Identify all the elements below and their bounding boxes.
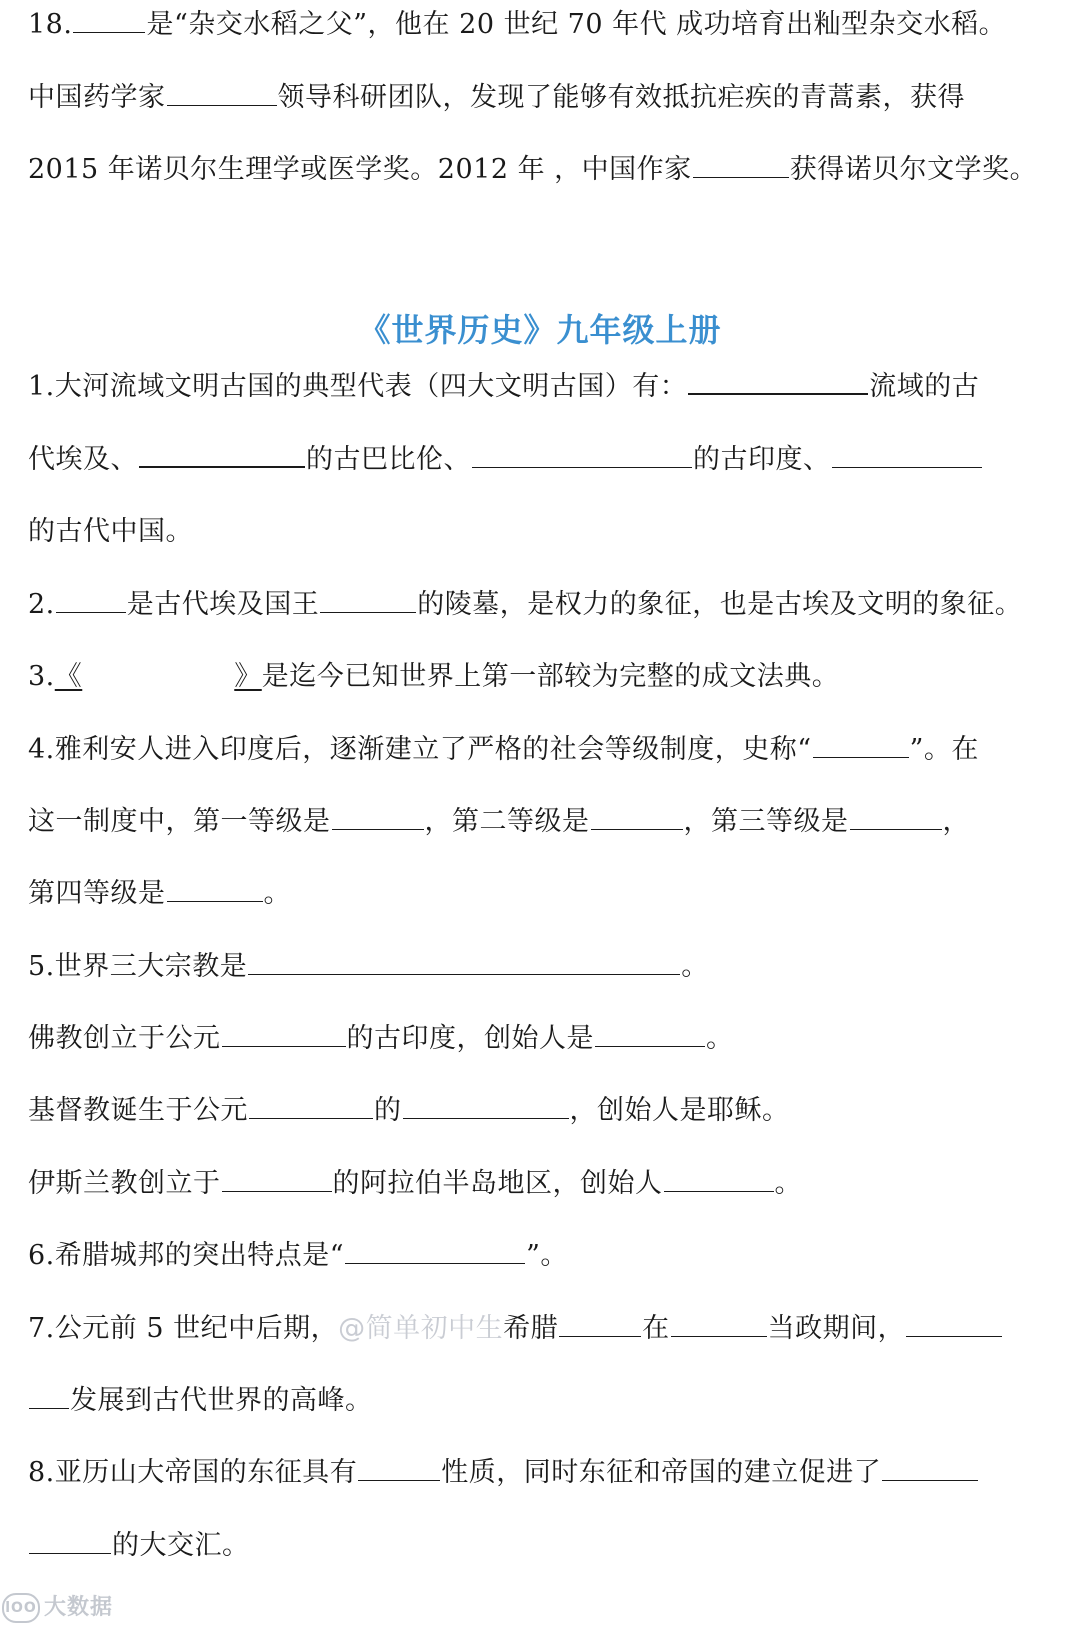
- answer-blank[interactable]: [29, 1527, 111, 1554]
- answer-blank[interactable]: [29, 1382, 69, 1409]
- section-title: 《世界历史》九年级上册: [358, 311, 722, 349]
- q5-text: 。: [681, 951, 709, 982]
- answer-blank[interactable]: [345, 1237, 525, 1264]
- q8-line-1: [28, 1453, 1040, 1493]
- answer-blank[interactable]: [56, 586, 126, 613]
- answer-blank[interactable]: [671, 1310, 767, 1337]
- answer-blank[interactable]: [358, 1454, 440, 1481]
- q7-text: 希腊: [503, 1313, 559, 1344]
- q18-text: 中国药学家: [28, 82, 166, 113]
- answer-blank[interactable]: [813, 731, 909, 758]
- q1-text: 的古巴比伦、: [306, 444, 471, 475]
- q1-text: 流域的古: [869, 371, 980, 402]
- q7-text: 在: [642, 1313, 670, 1344]
- q4-line-3: [28, 874, 1040, 914]
- q7-text: 当政期间，: [767, 1313, 906, 1344]
- q7-text: 发展到古代世界的高峰。: [70, 1385, 373, 1416]
- answer-blank[interactable]: [167, 875, 263, 902]
- speech-bubble-icon: lOO: [2, 1593, 40, 1623]
- q3-close-bracket: 》: [234, 661, 262, 692]
- q5-buddhism-line: [28, 1019, 1040, 1059]
- q5-text: 。: [774, 1168, 802, 1199]
- answer-blank[interactable]: [882, 1454, 978, 1481]
- q6-text: 6.希腊城邦的突出特点是“: [28, 1240, 345, 1271]
- q3-text: 是迄今已知世界上第一部较为完整的成文法典。: [261, 661, 840, 692]
- q18-line-2: [28, 78, 1040, 118]
- q3-blank-group[interactable]: [55, 661, 262, 692]
- q3-line: [28, 657, 1040, 697]
- q1-text: 的古印度、: [693, 444, 831, 475]
- q1-text: 代埃及、: [28, 444, 138, 475]
- answer-blank[interactable]: [332, 803, 424, 830]
- answer-blank[interactable]: [664, 1165, 774, 1192]
- q18-text: 是“杂交水稻之父”，他在 20 世纪 70 年代 成功培育出籼型杂交水稻。: [146, 9, 1007, 40]
- q8-text: 性质，同时东征和帝国的建立促进了: [441, 1457, 882, 1488]
- q5-text: 5.世界三大宗教是: [28, 951, 248, 982]
- watermark-logo-text: 大数据: [44, 1595, 114, 1620]
- q4-text: ，: [942, 806, 970, 837]
- q1-text: 1.大河流域文明古国的典型代表（四大文明古国）有：: [28, 371, 688, 402]
- q6-text: ”。: [526, 1240, 568, 1271]
- q2-line: [28, 585, 1040, 625]
- q5-text: 的古印度，创始人是: [346, 1023, 594, 1054]
- q18-text: 领导科研团队，发现了能够有效抵抗疟疾的青蒿素，获得: [277, 82, 965, 113]
- q6-line: [28, 1236, 1040, 1276]
- q4-text: 这一制度中，第一等级是: [28, 806, 331, 837]
- answer-blank[interactable]: [559, 1310, 641, 1337]
- q4-text: ”。在: [909, 734, 979, 765]
- q2-number: 2.: [28, 589, 55, 620]
- q7-line-1: [28, 1309, 1040, 1349]
- corner-watermark: [2, 1590, 113, 1623]
- q4-text: 。: [263, 878, 291, 909]
- answer-blank[interactable]: [850, 803, 942, 830]
- q2-text: 是古代埃及国王: [126, 589, 320, 620]
- q4-text: ，第二等级是: [424, 806, 590, 837]
- q3-open-bracket: 《: [54, 661, 83, 692]
- q5-text: 的阿拉伯半岛地区，创始人: [332, 1168, 663, 1199]
- answer-blank[interactable]: [222, 1020, 346, 1047]
- answer-blank[interactable]: [591, 803, 683, 830]
- q5-text: ，创始人是耶稣。: [569, 1095, 790, 1126]
- answer-blank[interactable]: [906, 1310, 1002, 1337]
- q5-text: 伊斯兰教创立于: [28, 1168, 221, 1199]
- answer-blank[interactable]: [688, 367, 868, 395]
- q18-line-1: [28, 5, 1040, 45]
- q1-line-3: [28, 512, 1040, 552]
- q8-text: 8.亚历山大帝国的东征具有: [28, 1457, 358, 1488]
- q5-text: 佛教创立于公元: [28, 1023, 221, 1054]
- answer-blank[interactable]: [73, 6, 145, 33]
- q7-text: 7.公元前 5 世纪中后期，: [28, 1313, 339, 1344]
- q5-text: 。: [706, 1023, 734, 1054]
- q8-line-2: [28, 1526, 1040, 1566]
- q4-text: 第四等级是: [28, 878, 166, 909]
- q7-line-2: [28, 1381, 1040, 1421]
- q5-text: 基督教诞生于公元: [28, 1095, 248, 1126]
- q1-text: 的古代中国。: [28, 516, 193, 547]
- answer-blank[interactable]: [249, 1092, 373, 1119]
- q2-text: 的陵墓，是权力的象征，也是古埃及文明的象征。: [417, 589, 1023, 620]
- answer-blank[interactable]: [167, 79, 277, 106]
- answer-blank[interactable]: [320, 586, 416, 613]
- answer-blank[interactable]: [693, 151, 789, 178]
- q18-text: 获得诺贝尔文学奖。: [789, 154, 1038, 185]
- answer-blank[interactable]: [832, 441, 982, 468]
- q5-line-1: [28, 947, 1040, 987]
- answer-blank[interactable]: [248, 948, 680, 975]
- q18-text: 2015 年诺贝尔生理学或医学奖。2012 年 ，中国作家: [28, 154, 692, 185]
- answer-blank[interactable]: [139, 440, 305, 468]
- q4-text: 4.雅利安人进入印度后，逐渐建立了严格的社会等级制度，史称“: [28, 734, 812, 765]
- q18-line-3: [28, 150, 1040, 190]
- answer-blank[interactable]: [595, 1020, 705, 1047]
- answer-blank[interactable]: [222, 1165, 332, 1192]
- q5-christianity-line: [28, 1091, 1040, 1131]
- answer-blank[interactable]: [83, 659, 233, 685]
- q5-text: 的: [374, 1095, 402, 1126]
- answer-blank[interactable]: [472, 441, 692, 468]
- q4-line-1: [28, 730, 1040, 770]
- q1-line-1: [28, 367, 1040, 407]
- q8-text: 的大交汇。: [112, 1530, 250, 1561]
- answer-blank[interactable]: [403, 1092, 569, 1119]
- q1-line-2: [28, 440, 1040, 480]
- watermark-text: @简单初中生: [338, 1313, 504, 1344]
- q18-number: 18.: [28, 9, 73, 40]
- q5-islam-line: [28, 1164, 1040, 1204]
- q4-line-2: [28, 802, 1040, 842]
- q3-number: 3.: [28, 661, 55, 692]
- q4-text: ，第三等级是: [683, 806, 849, 837]
